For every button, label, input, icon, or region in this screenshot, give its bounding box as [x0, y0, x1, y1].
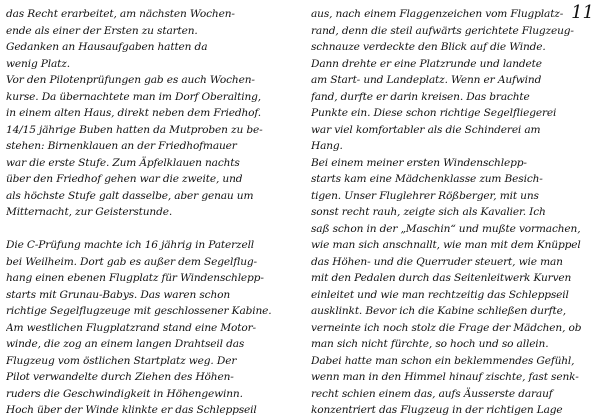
text-line: Pilot verwandelte durch Ziehen des Höhen-: [6, 371, 234, 383]
text-line: hang einen ebenen Flugplatz für Windenschlepp-: [6, 272, 264, 284]
text-line: am Start- und Landeplatz. Wenn er Aufwind: [311, 74, 542, 86]
text-line: kurse. Da übernachtete man im Dorf Oberalting,: [6, 90, 261, 103]
text-line: Hang.: [311, 140, 343, 152]
text-line: in einem alten Haus, direkt neben dem Friedhof.: [6, 107, 261, 119]
text-line: Gedanken an Hausaufgaben hatten da: [6, 41, 208, 53]
text-line: recht schien einem das, aufs Äusserste darauf: [311, 387, 553, 400]
text-line: das Recht erarbeitet, am nächsten Wochen-: [6, 8, 235, 20]
text-line: konzentriert das Flugzeug in der richtigen Lage: [311, 404, 563, 416]
text-line: bei Weilheim. Dort gab es außer dem Segelflug-: [6, 255, 257, 268]
text-line: ausklinkt. Bevor ich die Kabine schließen durfte,: [311, 305, 566, 317]
text-line: war die erste Stufe. Zum Äpfelklauen nachts: [6, 156, 240, 169]
text-line: ruders die Geschwindigkeit in Höhengewinn.: [6, 387, 243, 400]
text-line: Vor den Pilotenprüfungen gab es auch Wochen-: [6, 74, 255, 86]
text-line: Am westlichen Flugplatzrand stand eine Motor-: [6, 321, 256, 334]
text-line: stehen: Birnenklauen an der Friedhofmauer: [6, 140, 237, 152]
text-line: 14/15 jährige Buben hatten da Mutproben zu be-: [6, 123, 263, 136]
text-line: starts kam eine Mädchenklasse zum Besich-: [311, 173, 543, 185]
text-line: Dann drehte er eine Platzrunde und landete: [311, 57, 542, 70]
text-line: wenn man in den Himmel hinauf zischte, fast senk-: [311, 371, 579, 383]
page-number: 11: [571, 2, 594, 23]
text-line: winde, die zog an einem langen Drahtseil das: [6, 338, 245, 350]
paragraph-gap: [6, 221, 292, 238]
text-line: über den Friedhof gehen war die zweite, und: [6, 173, 243, 185]
text-line: Flugzeug vom östlichen Startplatz weg. Der: [6, 354, 237, 367]
text-line: saß schon in der „Maschin“ und mußte vormachen,: [311, 222, 581, 235]
text-line: sonst recht rauh, zeigte sich als Kavalier. Ich: [311, 206, 546, 218]
text-line: Dabei hatte man schon ein beklemmendes Gefühl,: [311, 354, 575, 367]
text-line: als höchste Stufe galt dasselbe, aber genau um: [6, 189, 254, 202]
text-line: aus, nach einem Flaggenzeichen vom Flugplatz-: [311, 8, 564, 20]
text-line: Punkte ein. Diese schon richtige Segelfliegerei: [311, 107, 557, 119]
text-line: Hoch über der Winde klinkte er das Schleppseil: [6, 404, 257, 416]
text-line: war viel komfortabler als die Schinderei am: [311, 123, 541, 136]
text-line: Die C-Prüfung machte ich 16 jährig in Paterzell: [6, 239, 255, 251]
text-line: rand, denn die steil aufwärts gerichtete Flugzeug-: [311, 24, 574, 37]
left-text-column: [6, 6, 292, 419]
text-line: wenig Platz.: [6, 57, 70, 70]
text-line: starts mit Grunau-Babys. Das waren schon: [6, 288, 231, 301]
text-line: mit den Pedalen durch das Seitenleitwerk Kurven: [311, 272, 572, 284]
text-line: man sich nicht fürchte, so hoch und so allein.: [311, 338, 549, 350]
text-line: das Höhen- und die Querruder steuert, wie man: [311, 255, 563, 268]
text-line: richtige Segelflugzeuge mit geschlossener Kabine.: [6, 305, 272, 317]
text-line: schnauze verdeckte den Blick auf die Winde.: [311, 41, 546, 53]
text-line: wie man sich anschnallt, wie man mit dem Knüppel: [311, 239, 581, 251]
right-text-column: [311, 6, 597, 419]
text-line: tigen. Unser Fluglehrer Rößberger, mit uns: [311, 189, 539, 202]
text-line: einleitet und wie man rechtzeitig das Schleppseil: [311, 288, 569, 301]
text-line: ende als einer der Ersten zu starten.: [6, 24, 198, 37]
text-line: Bei einem meiner ersten Windenschlepp-: [311, 156, 527, 169]
text-line: Mitternacht, zur Geisterstunde.: [6, 206, 173, 218]
text-line: verneinte ich noch stolz die Frage der Mädchen, ob: [311, 321, 582, 334]
text-line: fand, durfte er darin kreisen. Das brachte: [311, 90, 530, 103]
